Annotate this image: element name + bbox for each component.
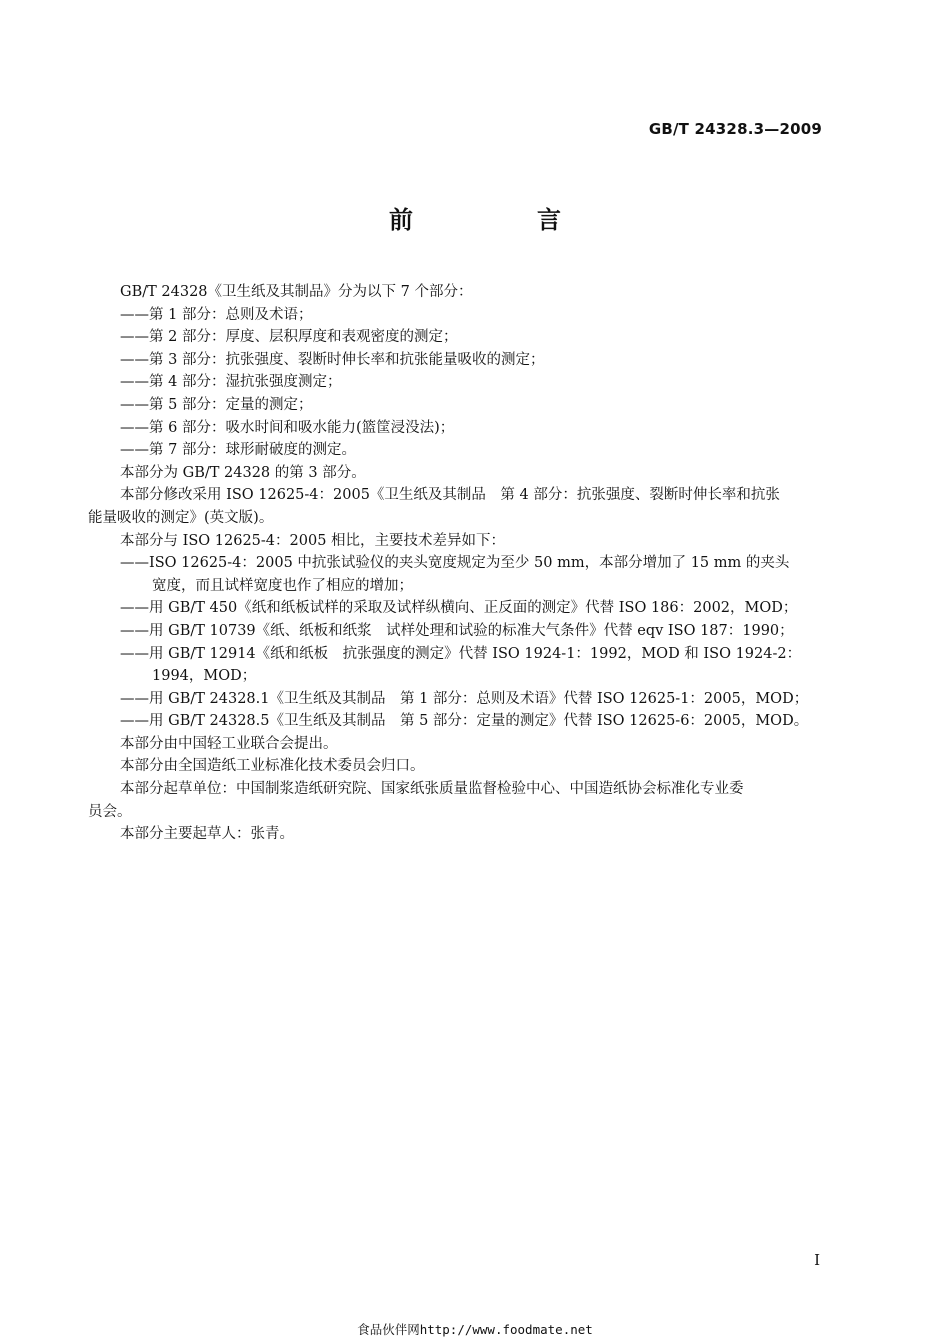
document-body (88, 281, 858, 846)
part-list-item: ——第 4 部分：湿抗张强度测定； (120, 374, 342, 391)
drafting-units-line1: 本部分起草单位：中国制浆造纸研究院、国家纸张质量监督检验中心、中国造纸协会标准化专业委 (120, 781, 744, 798)
difference-item: ——用 GB/T 24328.5《卫生纸及其制品 第 5 部分：定量的测定》代替 ISO 12625-6：2005，MOD。 (120, 713, 809, 730)
footer-watermark: 食品伙伴网http://www.foodmate.net (357, 1322, 593, 1337)
page-number: I (814, 1251, 820, 1269)
difference-item: ——用 GB/T 450《纸和纸板试样的采取及试样纵横向、正反面的测定》代替 ISO 186：2002，MOD； (120, 600, 798, 617)
difference-item-line2: 宽度，而且试样宽度也作了相应的增加； (152, 577, 413, 594)
part-list-item: ——第 2 部分：厚度、层积厚度和表观密度的测定； (120, 329, 458, 346)
difference-item-line1: ——用 GB/T 12914《纸和纸板 抗张强度的测定》代替 ISO 1924-1：1992，MOD 和 ISO 1924-2： (120, 645, 802, 662)
part-list-item: ——第 5 部分：定量的测定； (120, 396, 313, 413)
managed-by-paragraph: 本部分由全国造纸工业标准化技术委员会归口。 (120, 758, 425, 775)
part-list-item: ——第 1 部分：总则及术语； (120, 306, 313, 323)
this-part-paragraph: 本部分为 GB/T 24328 的第 3 部分。 (120, 464, 366, 481)
standard-code: GB/T 24328.3—2009 (648, 120, 822, 138)
drafting-units-line2: 员会。 (88, 803, 132, 820)
drafters-paragraph: 本部分主要起草人：张青。 (120, 826, 294, 843)
intro-paragraph: GB/T 24328《卫生纸及其制品》分为以下 7 个部分： (120, 284, 473, 300)
differences-intro: 本部分与 ISO 12625-4：2005 相比，主要技术差异如下： (120, 532, 506, 549)
difference-item: ——用 GB/T 24328.1《卫生纸及其制品 第 1 部分：总则及术语》代替 ISO 12625-1：2005，MOD； (120, 690, 809, 707)
adoption-paragraph-line1: 本部分修改采用 ISO 12625-4：2005《卫生纸及其制品 第 4 部分：抗张强度、裂断时伸长率和抗张 (120, 487, 780, 504)
adoption-paragraph-line2: 能量吸收的测定》(英文版)。 (88, 509, 274, 526)
difference-item-line1: ——ISO 12625-4：2005 中抗张试验仪的夹头宽度规定为至少 50 mm，本部分增加了 15 mm 的夹头 (120, 555, 790, 572)
proposed-by-paragraph: 本部分由中国轻工业联合会提出。 (120, 735, 338, 752)
difference-item-line2: 1994，MOD； (152, 668, 257, 685)
part-list-item: ——第 7 部分：球形耐破度的测定。 (120, 442, 356, 459)
part-list-item: ——第 3 部分：抗张强度、裂断时伸长率和抗张能量吸收的测定； (120, 351, 545, 368)
difference-item: ——用 GB/T 10739《纸、纸板和纸浆 试样处理和试验的标准大气条件》代替 eqv ISO 187：1990； (120, 622, 794, 639)
page-title: 前 言 (389, 206, 611, 234)
part-list-item: ——第 6 部分：吸水时间和吸水能力(篮筐浸没法)； (120, 419, 455, 436)
